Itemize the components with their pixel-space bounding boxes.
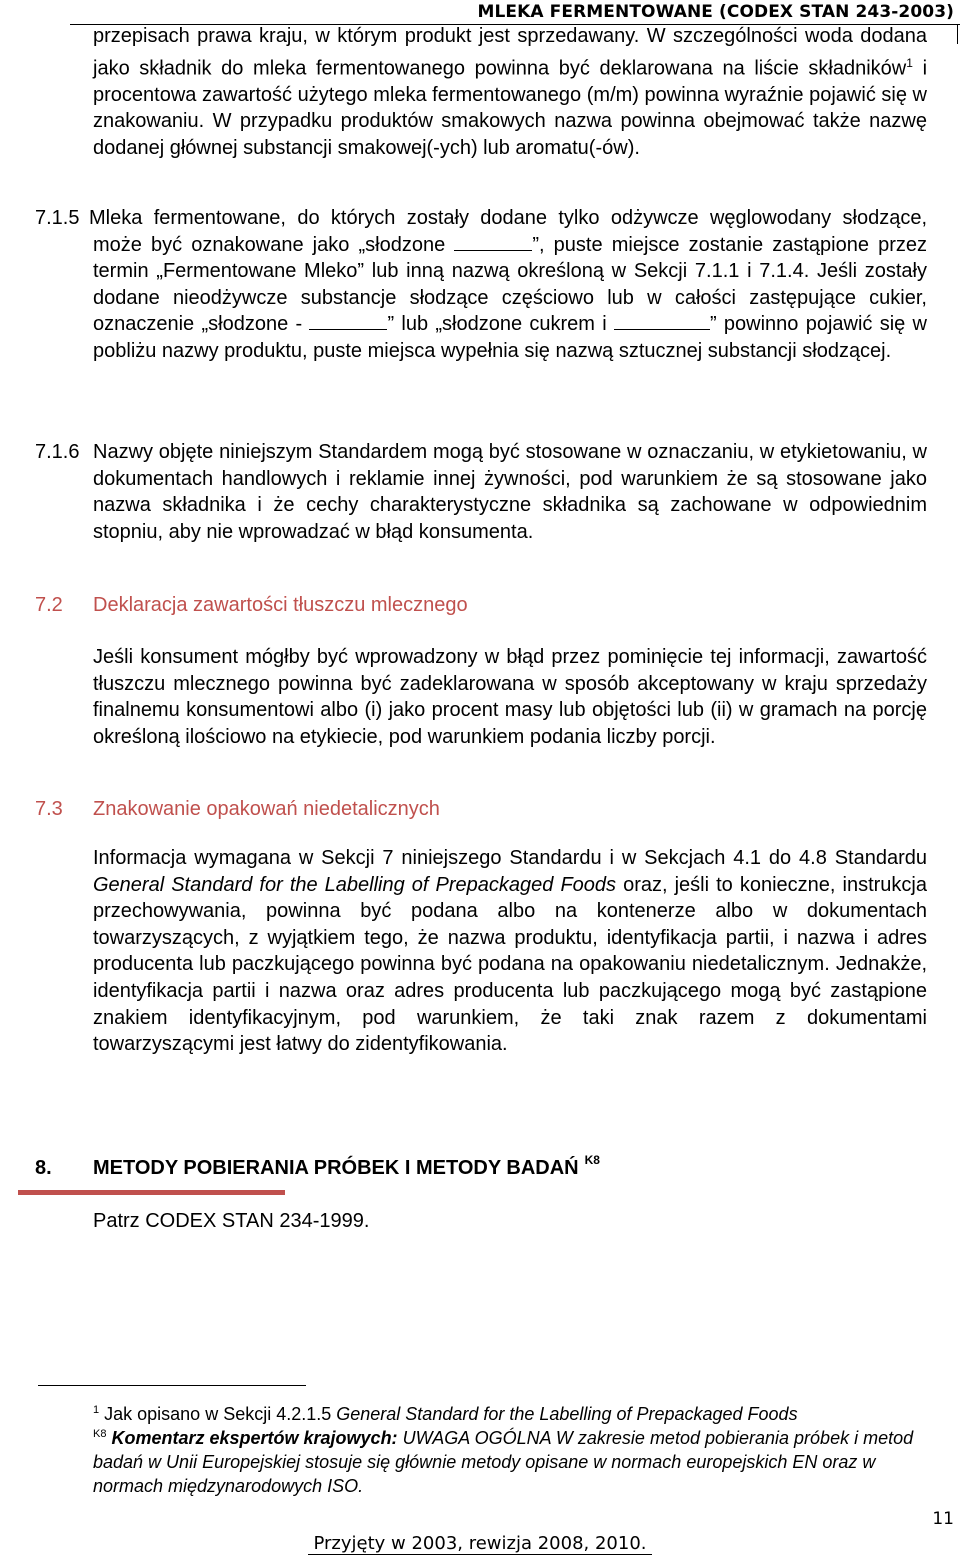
section-number-73: 7.3 [35, 798, 63, 820]
footnote-k8: $^{K8}$ Komentarz ekspertów krajowych: UWAGA OGÓLNA W zakresie metod pobierania próbek i metod badań w Unii Europejskiej stosuje się głównie metody opisane w normach europejskich EN oraz w normach międzynarodowych ISO. [93, 1428, 914, 1496]
header-rule-vertical [957, 24, 958, 44]
page-number: 11 [932, 1509, 954, 1529]
paragraph-73: Informacja wymagana w Sekcji 7 niniejszego Standardu i w Sekcjach 4.1 do 4.8 Standardu General Standard for the Labelling of Prepackaged Foods oraz, jeśli to konieczne, instrukcja przechowywania, powinna być podana albo na kontenerze albo w dokumentach towarzyszących, z wyjątkiem tego, że nazwa produktu, identyfikacja partii, i nazwa i adres producenta lub paczkującego powinna być podana na opakowaniu niedetalicznym. Jednakże, identyfikacja partii i nazwa oraz adres producenta lub paczkującego mogą być zastąpione znakiem identyfikacyjnym, pod warunkiem, że taki znak razem z dokumentami towarzyszącymi jest łatwy do zidentyfikowania. [93, 847, 928, 1056]
section-title-73: Znakowanie opakowań niedetalicznych [93, 798, 440, 820]
page-footer: Przyjęty w 2003, rewizja 2008, 2010. [313, 1533, 647, 1554]
paragraph-number-715: 7.1.5 [35, 207, 80, 229]
running-header: MLEKA FERMENTOWANE (CODEX STAN 243-2003) [477, 2, 954, 22]
paragraph-intro: przepisach prawa kraju, w którym produkt jest sprzedawany. W szczególności woda dodana jako składnik do mleka fermentowanego powinna być deklarowana na liście składników$^1$ i procentowa zawartość użytego mleka fermentowanego (m/m) powinna wyraźnie pojawić się w znakowaniu. W przypadku produktów smakowych nazwa powinna obejmować także nazwę dodanej głównej substancji smakowej(-ych) lub aromatu(-ów). [93, 25, 928, 160]
paragraph-716: Nazwy objęte niniejszym Standardem mogą być stosowane w oznaczaniu, w etykietowaniu, w dokumentach handlowych i reklamie innej żywności, pod warunkiem że są stosowane jako nazwa składnika i że cechy charakterystyczne składnika są zachowane w odpowiednim stopniu, aby nie wprowadzać w błąd konsumenta. [93, 441, 927, 543]
footnote-ref-1: 1 [906, 55, 913, 70]
k8-marker: K8 [584, 1153, 600, 1167]
blank-line [454, 249, 532, 251]
footnote-separator [38, 1385, 306, 1386]
blank-line [309, 328, 387, 330]
section-rule [18, 1190, 285, 1195]
section-number-72: 7.2 [35, 594, 63, 616]
section-title-72: Deklaracja zawartości tłuszczu mlecznego [93, 594, 468, 616]
section-number-8: 8. [35, 1157, 52, 1179]
paragraph-8: Patrz CODEX STAN 234-1999. [93, 1210, 370, 1232]
paragraph-715: Mleka fermentowane, do których zostały dodane tylko odżywcze węglowodany słodzące, może być oznakowane jako „słodzone ”, puste miejsce zostanie zastąpione przez termin „Fermentowane Mleko” lub inną nazwą określoną w Sekcji 7.1.1 i 7.1.4. Jeśli zostały dodane nieodżywcze substancje słodzące częściowo lub w całości zastępujące cukier, oznaczenie „słodzone - ” lub „słodzone cukrem i ” powinno pojawić się w pobliżu nazwy produktu, puste miejsca wypełnia się nazwą sztucznej substancji słodzącej. [89, 207, 928, 362]
paragraph-72: Jeśli konsument mógłby być wprowadzony w błąd przez pominięcie tej informacji, zawartość tłuszczu mlecznego powinna być zadeklarowana w sposób akceptowany w kraju sprzedaży finalnemu konsumentowi albo (i) jako procent masy lub objętości lub (ii) w gramach na porcję określoną ilościowo na etykiecie, pod warunkiem podania liczby porcji. [93, 646, 927, 748]
footnote-1: $^1$ Jak opisano w Sekcji 4.2.1.5 General Standard for the Labelling of Prepackaged Foods [93, 1404, 798, 1424]
blank-line [614, 328, 710, 330]
paragraph-number-716: 7.1.6 [35, 441, 80, 463]
standard-title-italic: General Standard for the Labelling of Prepackaged Foods [93, 873, 617, 896]
section-title-8: METODY POBIERANIA PRÓBEK I METODY BADAŃ $^{K8}$ [93, 1153, 600, 1179]
footer-underline [308, 1554, 652, 1555]
